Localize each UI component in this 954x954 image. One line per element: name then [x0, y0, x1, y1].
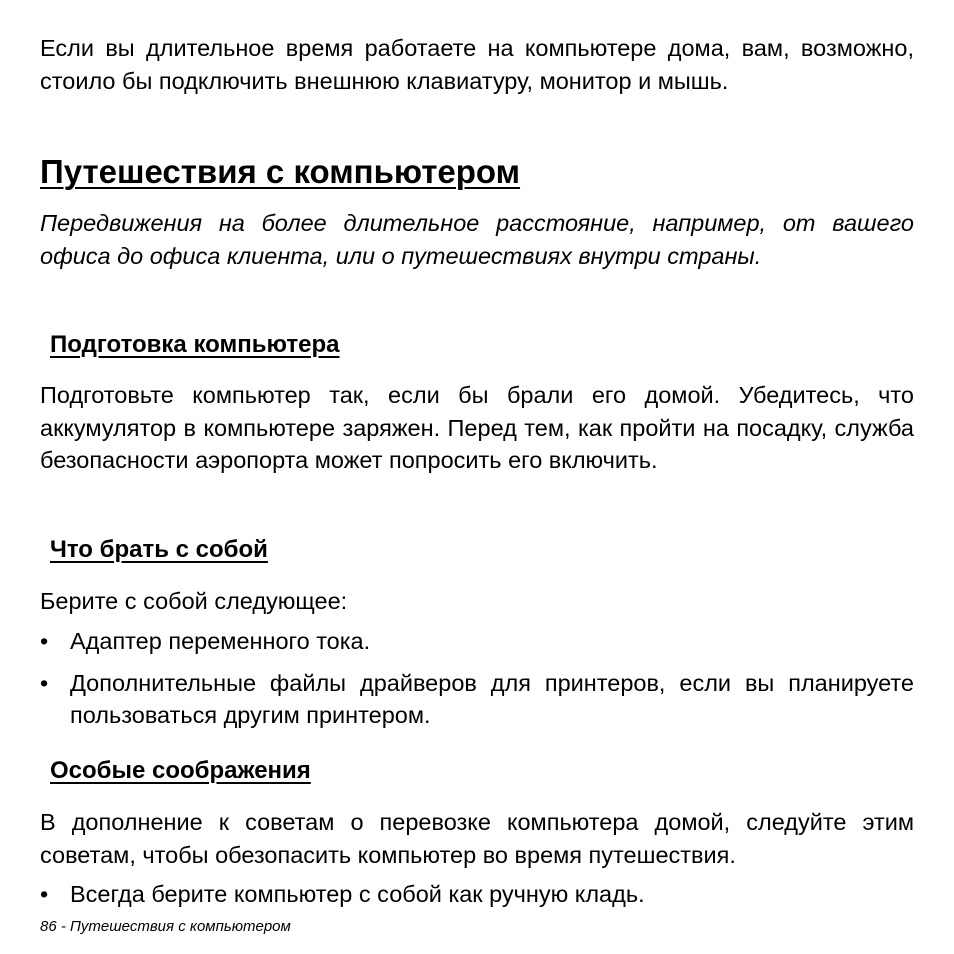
list-item-text: Всегда берите компьютер с собой как ручную кладь. — [70, 881, 645, 907]
list-item — [40, 667, 914, 732]
list-item — [40, 625, 914, 658]
list-item-text: Дополнительные файлы драйверов для принтеров, если вы планируете пользоваться другим принтером. — [70, 669, 914, 728]
subsection-heading-what-to-bring: Что брать с собой — [50, 536, 268, 563]
intro-paragraph: Если вы длительное время работаете на компьютере дома, вам, возможно, стоило бы подключить внешнюю клавиатуру, монитор и мышь. — [40, 35, 914, 94]
bullet-icon: • — [40, 628, 49, 654]
section-lead: Передвижения на более длительное расстояние, например, от вашего офиса до офиса клиента, или о путешествиях внутри страны. — [40, 210, 914, 269]
subsection-heading-prepare: Подготовка компьютера — [50, 331, 340, 358]
bullet-list-what-to-bring — [40, 625, 914, 741]
list-item — [40, 878, 914, 911]
bullet-list-special-considerations — [40, 878, 914, 920]
subsection-heading-special-considerations: Особые соображения — [50, 757, 311, 784]
subsection-text-prepare: Подготовьте компьютер так, если бы брали его домой. Убедитесь, что аккумулятор в компьютере заряжен. Перед тем, как пройти на посадку, служба безопасности аэропорта может попросить его включить. — [40, 382, 914, 473]
bullet-icon: • — [40, 881, 49, 907]
section-title: Путешествия с компьютером — [40, 153, 521, 190]
page-footer: 86 - Путешествия с компьютером — [40, 918, 291, 935]
subsection-text-what-to-bring: Берите с собой следующее: — [40, 588, 348, 614]
document-page — [40, 0, 914, 954]
subsection-text-special-considerations: В дополнение к советам о перевозке компьютера домой, следуйте этим советам, чтобы обезопасить компьютер во время путешествия. — [40, 809, 914, 868]
list-item-text: Адаптер переменного тока. — [70, 628, 371, 654]
bullet-icon: • — [40, 669, 49, 696]
